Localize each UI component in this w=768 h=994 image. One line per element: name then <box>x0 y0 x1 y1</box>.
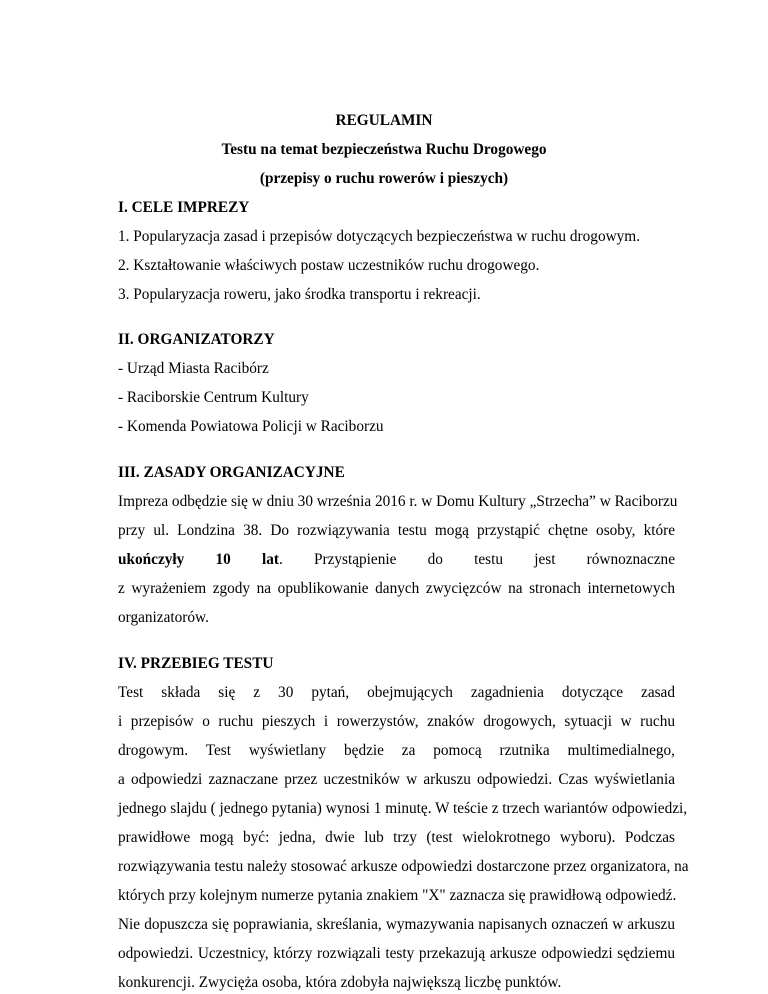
section-3-line-age <box>118 551 675 571</box>
section-4-line: prawidłowe mogą być: jedna, dwie lub trzy (test wielokrotnego wyboru). Podczas <box>118 829 675 846</box>
document-subtitle-2: (przepisy o ruchu rowerów i pieszych) <box>259 170 509 187</box>
section-4-heading: IV. PRZEBIEG TESTU <box>118 655 274 672</box>
section-4-line: Test składa się z 30 pytań, obejmujących zagadnienia dotyczące zasad <box>118 684 675 701</box>
section-4-line: jednego slajdu ( jednego pytania) wynosi 1 minutę. W teście z trzech wariantów odpowiedzi, <box>118 800 688 817</box>
document-subtitle: Testu na temat bezpieczeństwa Ruchu Drogowego <box>221 141 547 158</box>
section-4-line: drogowym. Test wyświetlany będzie za pomocą rzutnika multimedialnego, <box>118 742 675 759</box>
section-1-item: 2. Kształtowanie właściwych postaw uczestników ruchu drogowego. <box>118 257 540 274</box>
section-1-item: 3. Popularyzacja roweru, jako środka transportu i rekreacji. <box>118 286 481 303</box>
section-3-line: z wyrażeniem zgody na opublikowanie danych zwycięzców na stronach internetowych <box>118 580 675 597</box>
section-2-heading: II. ORGANIZATORZY <box>118 331 275 348</box>
document-title: REGULAMIN <box>335 112 433 129</box>
section-2-item: - Raciborskie Centrum Kultury <box>118 389 309 406</box>
section-3-line: organizatorów. <box>118 609 209 626</box>
section-3-line: Impreza odbędzie się w dniu 30 września 2016 r. w Domu Kultury „Strzecha” w Raciborzu <box>118 493 678 510</box>
section-2-item: - Komenda Powiatowa Policji w Raciborzu <box>118 418 384 435</box>
section-4-line: i przepisów o ruchu pieszych i rowerzystów, znaków drogowych, sytuacji w ruchu <box>118 713 675 730</box>
age-requirement-word: ukończyły <box>118 551 185 568</box>
section-3-word: jest <box>534 551 556 568</box>
section-3-line: przy ul. Londzina 38. Do rozwiązywania testu mogą przystąpić chętne osoby, które <box>118 522 675 539</box>
section-2-item: - Urząd Miasta Racibórz <box>118 360 269 377</box>
section-3-word: do <box>427 551 443 568</box>
section-4-line: których przy kolejnym numerze pytania znakiem "X" zaznacza się prawidłową odpowiedź. <box>118 887 677 904</box>
section-3-heading: III. ZASADY ORGANIZACYJNE <box>118 464 345 481</box>
section-4-line: konkurencji. Zwycięża osoba, która zdobyła największą liczbę punktów. <box>118 974 562 991</box>
section-4-line: a odpowiedzi zaznaczane przez uczestników w arkuszu odpowiedzi. Czas wyświetlania <box>118 771 675 788</box>
age-requirement-word: 10 <box>215 551 231 568</box>
section-4-line: odpowiedzi. Uczestnicy, którzy rozwiązali testy przekazują arkusze odpowiedzi sędziemu <box>118 945 675 962</box>
section-3-word: Przystąpienie <box>314 551 397 568</box>
section-1-heading: I. CELE IMPREZY <box>118 199 250 216</box>
section-3-word: testu <box>474 551 504 568</box>
section-1-item: 1. Popularyzacja zasad i przepisów dotyczących bezpieczeństwa w ruchu drogowym. <box>118 228 641 245</box>
section-4-line: Nie dopuszcza się poprawiania, skreślania, wymazywania napisanych oznaczeń w arkuszu <box>118 916 675 933</box>
section-4-line: rozwiązywania testu należy stosować arkusze odpowiedzi dostarczone przez organizatora, na <box>118 858 689 875</box>
age-requirement-word: lat. <box>261 551 283 568</box>
section-3-word: równoznaczne <box>586 551 675 568</box>
